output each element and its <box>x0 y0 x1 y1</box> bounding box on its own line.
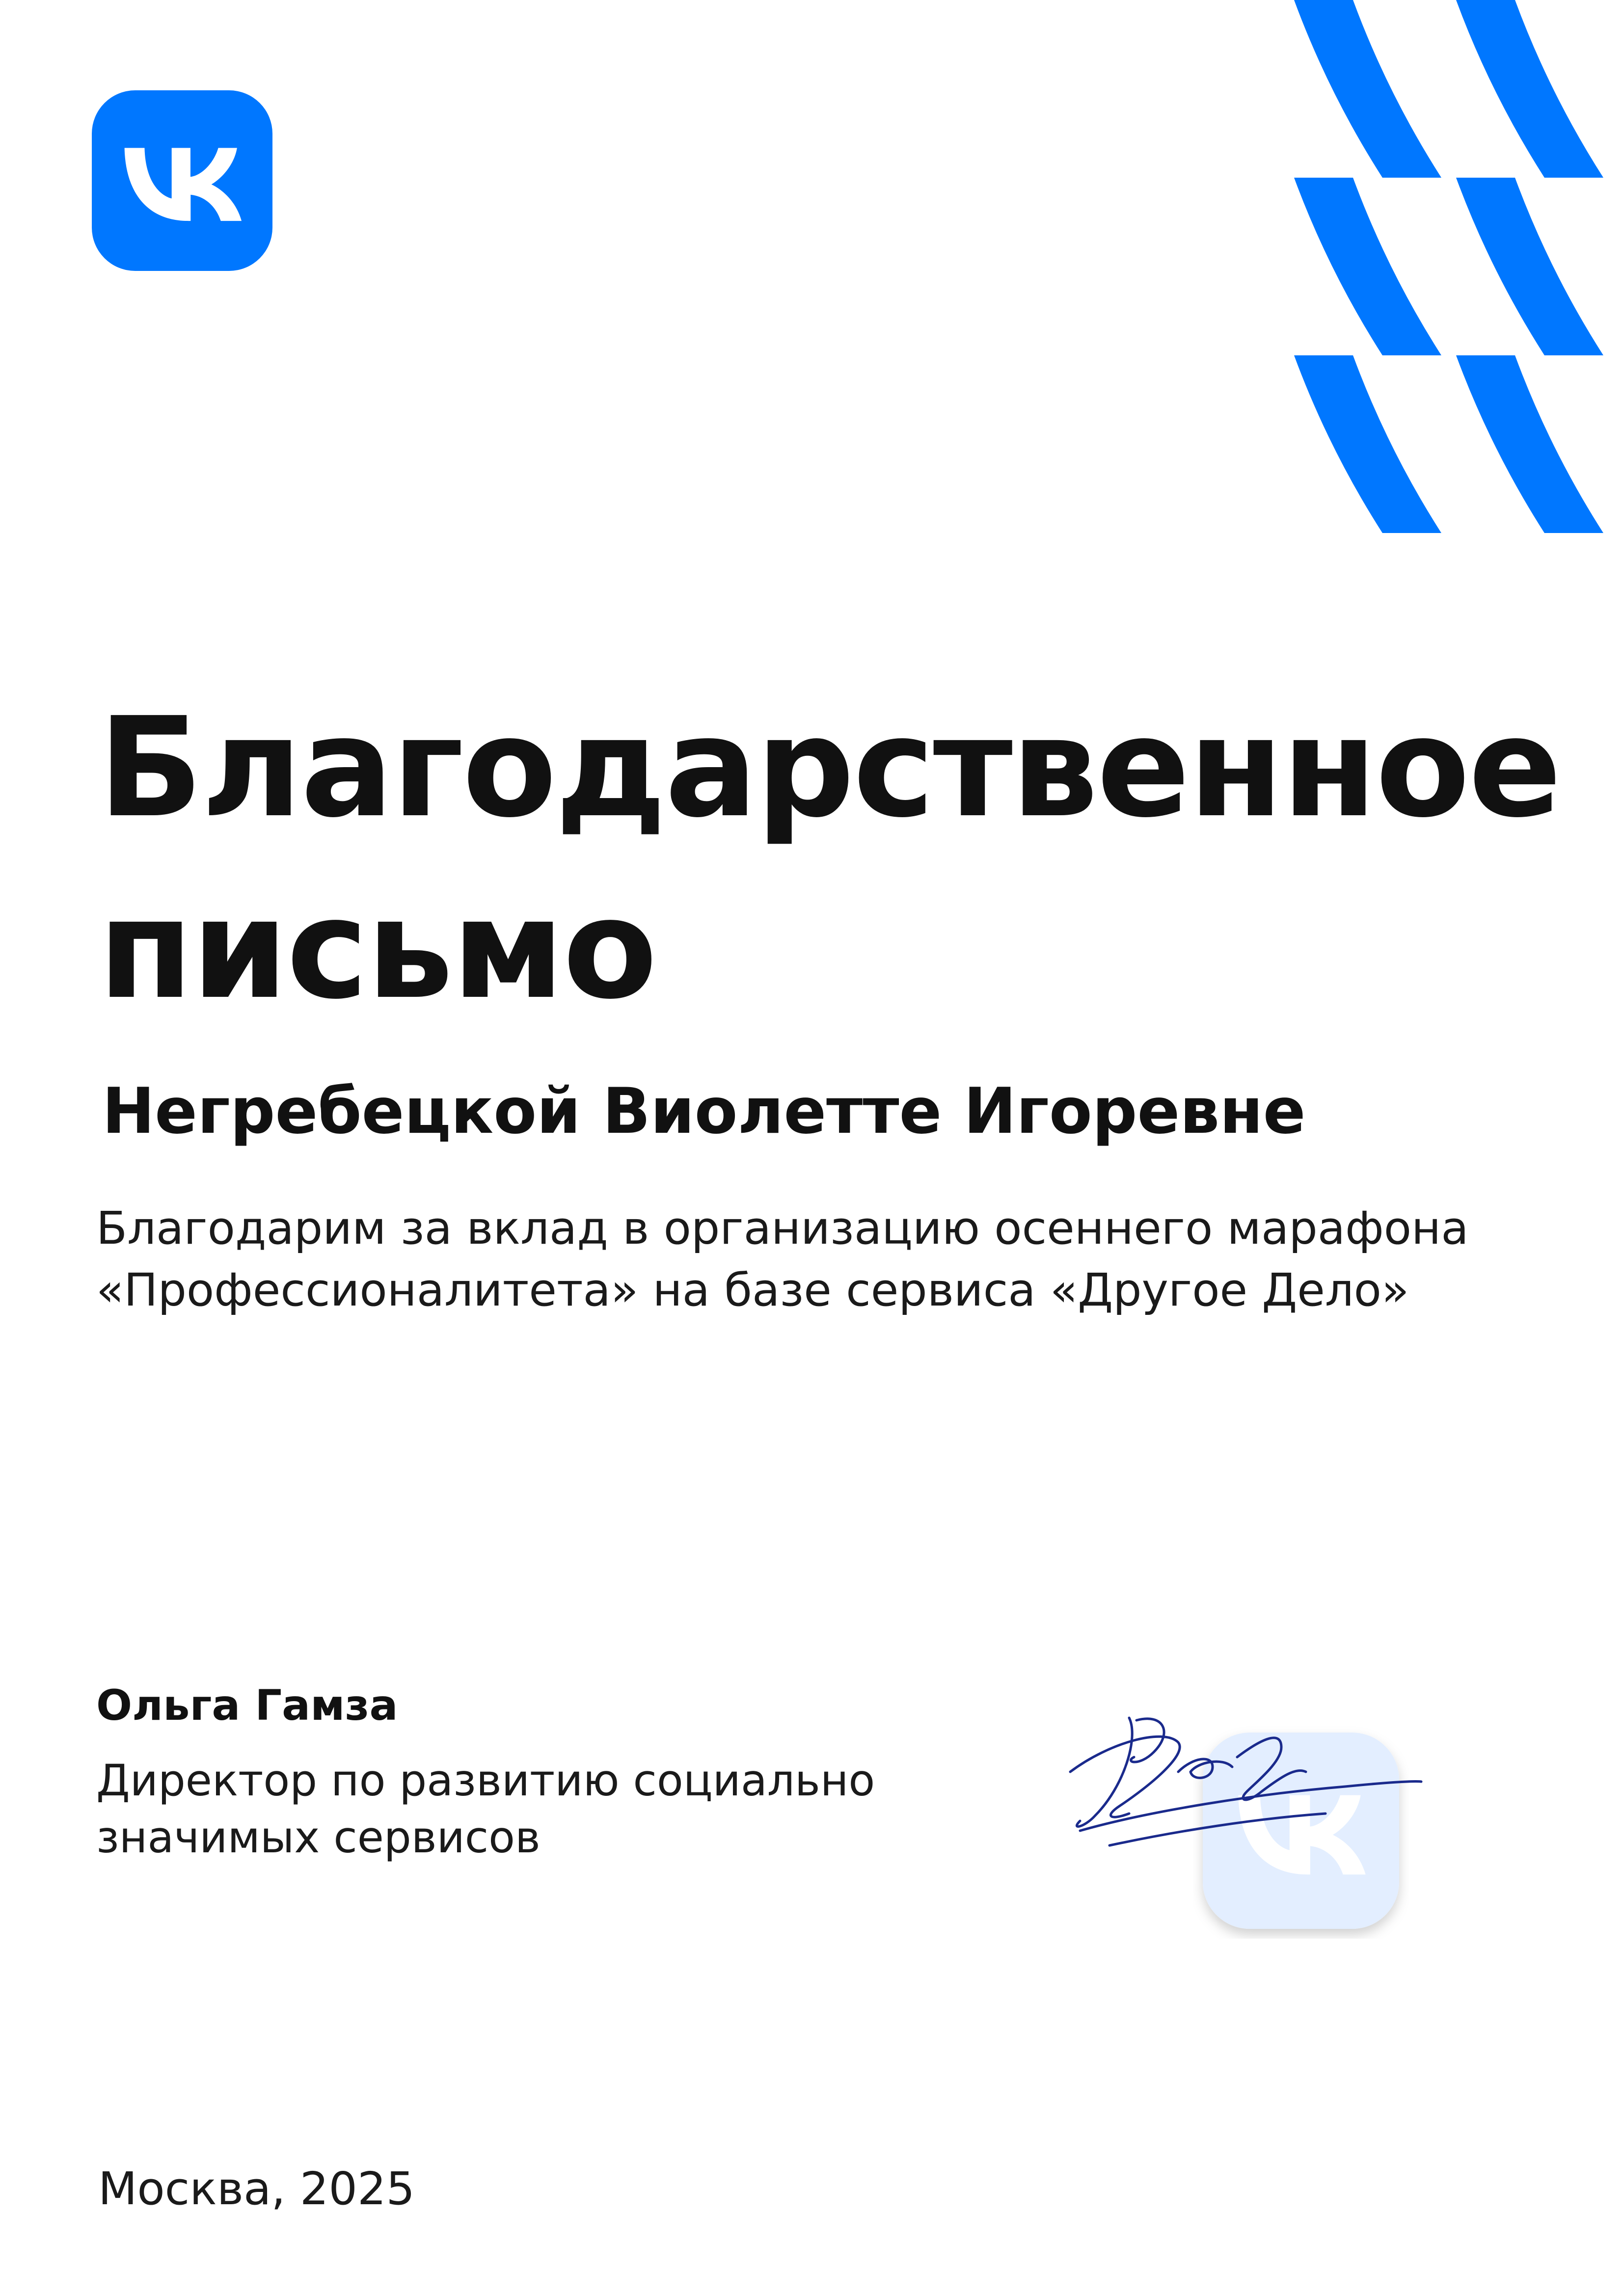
vk-logo-icon <box>92 90 272 271</box>
signer-role-line-2: значимых сервисов <box>96 1812 541 1863</box>
title-line-1: Благодарственное <box>98 688 1561 848</box>
body-line-2: «Профессионалитета» на базе сервиса «Другое Дело» <box>96 1264 1409 1316</box>
handwritten-signature <box>1051 1698 1424 1865</box>
signer-name: Ольга Гамза <box>96 1681 398 1730</box>
signer-role <box>96 1752 875 1866</box>
title-line-2: письмо <box>98 870 656 1030</box>
decorative-pattern <box>1294 0 1623 533</box>
place-and-date: Москва, 2025 <box>98 2163 415 2215</box>
letter-body <box>96 1198 1469 1321</box>
body-line-1: Благодарим за вклад в организацию осеннего марафона <box>96 1202 1469 1255</box>
signer-role-line-1: Директор по развитию социально <box>96 1755 875 1806</box>
letter-title <box>98 677 1571 1041</box>
recipient-name: Негребецкой Виолетте Игоревне <box>102 1075 1306 1148</box>
